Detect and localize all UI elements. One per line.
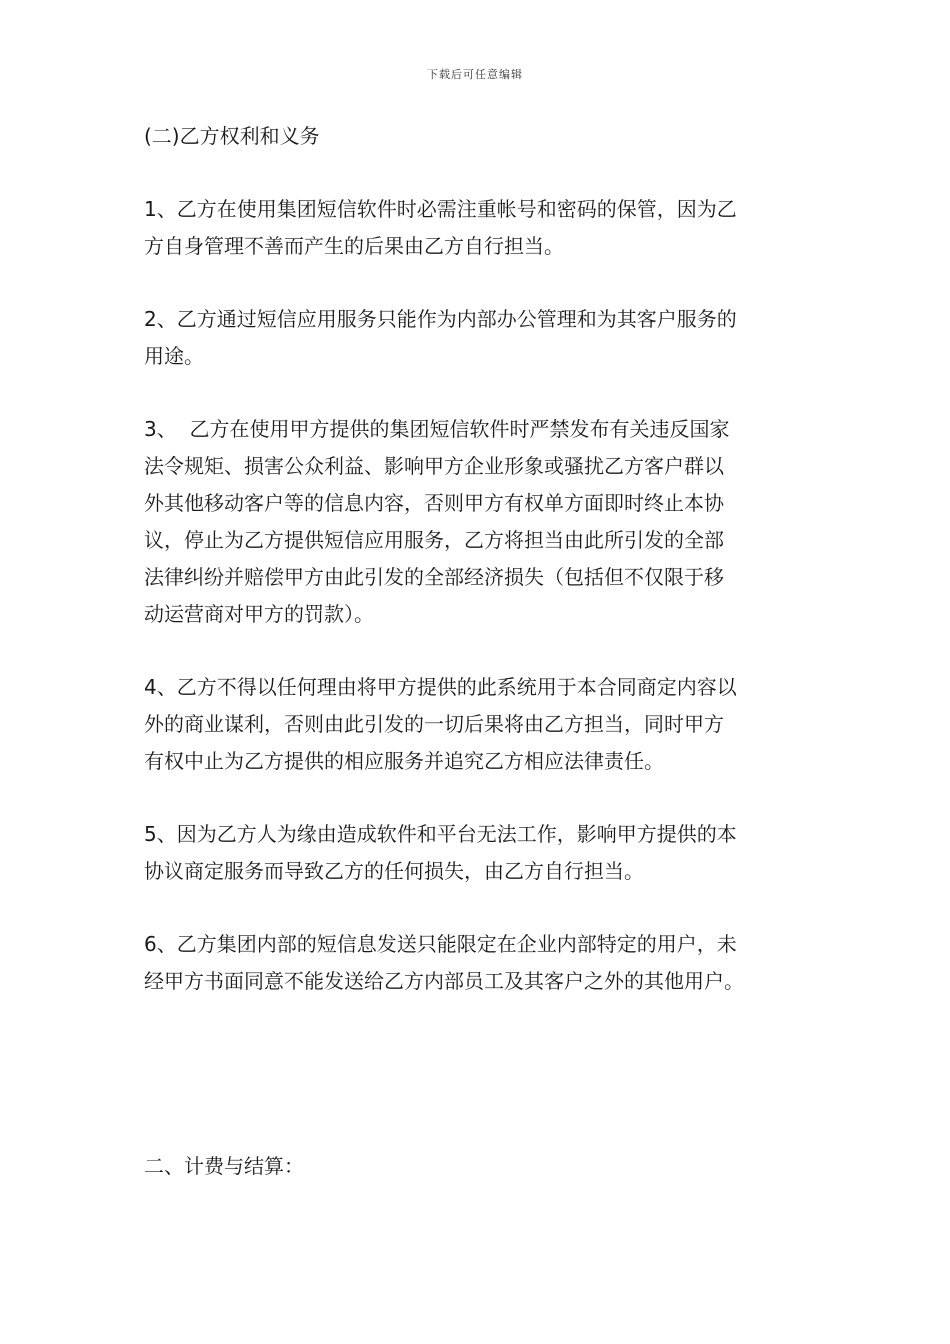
clause-line: 5、因为乙方人为缘由造成软件和平台无法工作，影响甲方提供的本: [144, 822, 737, 846]
clause-line: 议，停止为乙方提供短信应用服务，乙方将担当由此所引发的全部: [144, 528, 724, 552]
page-header-note: 下载后可任意编辑: [427, 68, 523, 81]
clause-2: [144, 301, 814, 375]
clause-line: 方自身管理不善而产生的后果由乙方自行担当。: [144, 234, 564, 258]
clause-line: 协议商定服务而导致乙方的任何损失，由乙方自行担当。: [144, 859, 644, 883]
section-heading: (二)乙方权利和义务: [144, 124, 320, 148]
clause-line: 外其他移动客户等的信息内容，否则甲方有权单方面即时终止本协: [144, 491, 724, 515]
clause-line: 外的商业谋利，否则由此引发的一切后果将由乙方担当，同时甲方: [144, 712, 724, 736]
clause-line: 有权中止为乙方提供的相应服务并追究乙方相应法律责任。: [144, 749, 664, 773]
clause-line: 法律纠纷并赔偿甲方由此引发的全部经济损失（包括但不仅限于移: [144, 565, 724, 589]
clause-5: [144, 816, 814, 890]
section-spacer: [144, 1036, 814, 1148]
clause-line: 动运营商对甲方的罚款）。: [144, 602, 374, 626]
clause-6: [144, 926, 814, 1000]
clause-3: [144, 411, 814, 633]
clause-4: [144, 669, 814, 780]
clause-line: 用途。: [144, 344, 204, 368]
clause-line: 4、乙方不得以任何理由将甲方提供的此系统用于本合同商定内容以: [144, 675, 737, 699]
clause-1: [144, 191, 814, 265]
document-body: [144, 118, 814, 1221]
clause-line: 经甲方书面同意不能发送给乙方内部员工及其客户之外的其他用户。: [144, 969, 744, 993]
clause-line: 3、 乙方在使用甲方提供的集团短信软件时严禁发布有关违反国家: [144, 417, 730, 441]
clause-line: 2、乙方通过短信应用服务只能作为内部办公管理和为其客户服务的: [144, 307, 737, 331]
clause-line: 1、乙方在使用集团短信软件时必需注重帐号和密码的保管，因为乙: [144, 197, 737, 221]
clause-line: 6、乙方集团内部的短信息发送只能限定在企业内部特定的用户，未: [144, 932, 737, 956]
next-section-heading: 二、计费与结算：: [144, 1154, 304, 1178]
clause-line: 法令规矩、损害公众利益、影响甲方企业形象或骚扰乙方客户群以: [144, 454, 724, 478]
